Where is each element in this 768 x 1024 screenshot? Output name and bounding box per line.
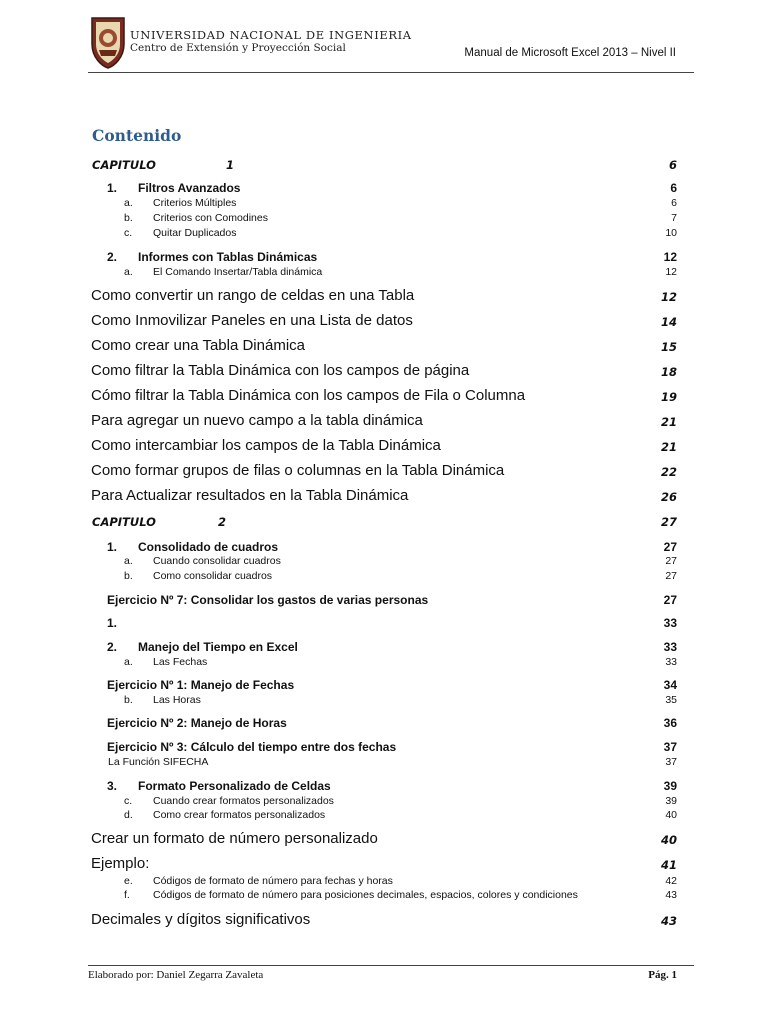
toc-entry-page: 18 [660, 365, 677, 379]
toc-entry-title: Decimales y dígitos significativos [91, 911, 311, 928]
toc-entry-title: Para Actualizar resultados en la Tabla Dinámica [91, 487, 409, 504]
toc-entry-title: Manejo del Tiempo en Excel [138, 640, 298, 654]
toc-entry-page: 6 [668, 158, 677, 172]
toc-entry-number: c. [124, 795, 133, 807]
footer-divider [88, 965, 694, 966]
toc-entry-title: Filtros Avanzados [138, 181, 241, 195]
toc-entry-title: Formato Personalizado de Celdas [138, 779, 331, 793]
toc-entry-page: 35 [665, 694, 677, 706]
toc-entry-page: 6 [671, 197, 677, 209]
toc-entry-number: 1. [107, 540, 118, 554]
toc-entry-page: 42 [665, 875, 677, 887]
toc-entry-title: CAPITULO [92, 158, 156, 172]
toc-entry-title: Como crear una Tabla Dinámica [91, 337, 305, 354]
toc-entry-number: b. [124, 570, 133, 582]
toc-entry-title: Como intercambiar los campos de la Tabla Dinámica [91, 437, 441, 454]
toc-entry-number: a. [124, 555, 133, 567]
toc-entry-page: 15 [660, 340, 677, 354]
toc-entry-page: 43 [660, 914, 677, 928]
toc-entry-page: 40 [665, 809, 677, 821]
page-header [88, 14, 696, 74]
footer-page-number: Pág. 1 [648, 969, 677, 981]
footer-author: Elaborado por: Daniel Zegarra Zavaleta [88, 969, 264, 981]
toc-entry-title: Cuando consolidar cuadros [153, 555, 281, 567]
toc-entry-page: 33 [663, 640, 677, 654]
toc-entry-title: Criterios con Comodines [153, 212, 268, 224]
toc-entry-page: 33 [663, 616, 677, 630]
toc-entry-page: 34 [663, 678, 677, 692]
toc-entry-title: Las Fechas [153, 656, 208, 668]
university-name: UNIVERSIDAD NACIONAL DE INGENIERIA [130, 28, 412, 42]
toc-entry-title: Códigos de formato de número para posiciones decimales, espacios, colores y condiciones [153, 889, 578, 901]
toc-entry-title: Cómo filtrar la Tabla Dinámica con los campos de Fila o Columna [91, 387, 526, 404]
toc-entry-title: 1. [107, 616, 118, 630]
toc-entry-page: 14 [660, 315, 677, 329]
toc-entry-title: Ejercicio Nº 7: Consolidar los gastos de varias personas [107, 593, 429, 607]
toc-entry-page: 10 [665, 227, 677, 239]
toc-entry-page: 12 [665, 266, 677, 278]
toc-entry-number: c. [124, 227, 133, 239]
toc-entry-page: 21 [660, 440, 677, 454]
toc-entry-page: 37 [663, 740, 677, 754]
toc-entry-number: 2. [107, 640, 118, 654]
toc-entry-title: Quitar Duplicados [153, 227, 237, 239]
toc-entry-number: b. [124, 694, 133, 706]
toc-entry-number: a. [124, 197, 133, 209]
toc-entry-title: La Función SIFECHA [108, 756, 209, 768]
toc-entry-title: El Comando Insertar/Tabla dinámica [153, 266, 323, 278]
toc-entry-page: 27 [665, 570, 677, 582]
toc-entry-title: Ejemplo: [91, 855, 150, 872]
toc-entry-title: Ejercicio Nº 3: Cálculo del tiempo entre dos fechas [107, 740, 397, 754]
toc-entry-page: 12 [663, 250, 677, 264]
toc-entry-page: 6 [670, 181, 677, 195]
toc-entry-title: Las Horas [153, 694, 201, 706]
toc-entry-number: 2. [107, 250, 118, 264]
manual-title: Manual de Microsoft Excel 2013 – Nivel II [464, 47, 676, 59]
toc-entry-title: Consolidado de cuadros [138, 540, 279, 554]
toc-entry-number: d. [124, 809, 133, 821]
university-seal-icon [88, 14, 128, 70]
toc-entry-page: 27 [663, 540, 677, 554]
toc-entry-page: 36 [663, 716, 677, 730]
toc-entry-title: Como convertir un rango de celdas en una Tabla [91, 287, 415, 304]
toc-entry-page: 40 [660, 833, 677, 847]
toc-entry-page: 33 [665, 656, 677, 668]
toc-entry-title: Informes con Tablas Dinámicas [138, 250, 318, 264]
toc-entry-title: Como Inmovilizar Paneles en una Lista de datos [91, 312, 413, 329]
header-divider [88, 72, 694, 73]
toc-entry-page: 22 [660, 465, 677, 479]
toc-entry-number: f. [124, 889, 130, 901]
toc-entry-number: a. [124, 266, 133, 278]
toc-entry-page: 37 [665, 756, 677, 768]
toc-entry-title: Cuando crear formatos personalizados [153, 795, 334, 807]
toc-entry-title: Ejercicio Nº 2: Manejo de Horas [107, 716, 287, 730]
toc-entry-page: 27 [665, 555, 677, 567]
center-name: Centro de Extensión y Proyección Social [130, 42, 346, 54]
toc-entry-title: Como crear formatos personalizados [153, 809, 326, 821]
toc-entry-title: Como formar grupos de filas o columnas en la Tabla Dinámica [91, 462, 505, 479]
toc-entry-title: Para agregar un nuevo campo a la tabla dinámica [91, 412, 423, 429]
toc-entry-page: 39 [665, 795, 677, 807]
toc-entry-page: 12 [660, 290, 677, 304]
toc-entry-number: e. [124, 875, 133, 887]
toc-entry-title: Como filtrar la Tabla Dinámica con los campos de página [91, 362, 470, 379]
toc-entry-page: 7 [671, 212, 677, 224]
toc-entry-page: 21 [660, 415, 677, 429]
toc-entry-number: a. [124, 656, 133, 668]
toc-entry-number: 3. [107, 779, 118, 793]
toc-entry-title: Códigos de formato de número para fechas y horas [153, 875, 393, 887]
toc-entry-title: Ejercicio Nº 1: Manejo de Fechas [107, 678, 295, 692]
toc-entry-number: 1. [107, 181, 118, 195]
toc-entry-page: 26 [660, 490, 677, 504]
toc-entry-title: Criterios Múltiples [153, 197, 237, 209]
toc-entry-page: 27 [660, 515, 677, 529]
chapter-number: 2 [218, 515, 227, 529]
toc-entry-page: 27 [663, 593, 677, 607]
toc-entry-page: 19 [660, 390, 677, 404]
chapter-number: 1 [226, 158, 235, 172]
toc-title: Contenido [92, 126, 182, 145]
toc-entry-title: CAPITULO [92, 515, 156, 529]
toc-entry-page: 41 [660, 858, 677, 872]
toc-entry-page: 43 [665, 889, 677, 901]
toc-entry-page: 39 [663, 779, 677, 793]
toc-entry-title: Como consolidar cuadros [153, 570, 273, 582]
toc-entry-title: Crear un formato de número personalizado [91, 830, 378, 847]
toc-entry-number: b. [124, 212, 133, 224]
